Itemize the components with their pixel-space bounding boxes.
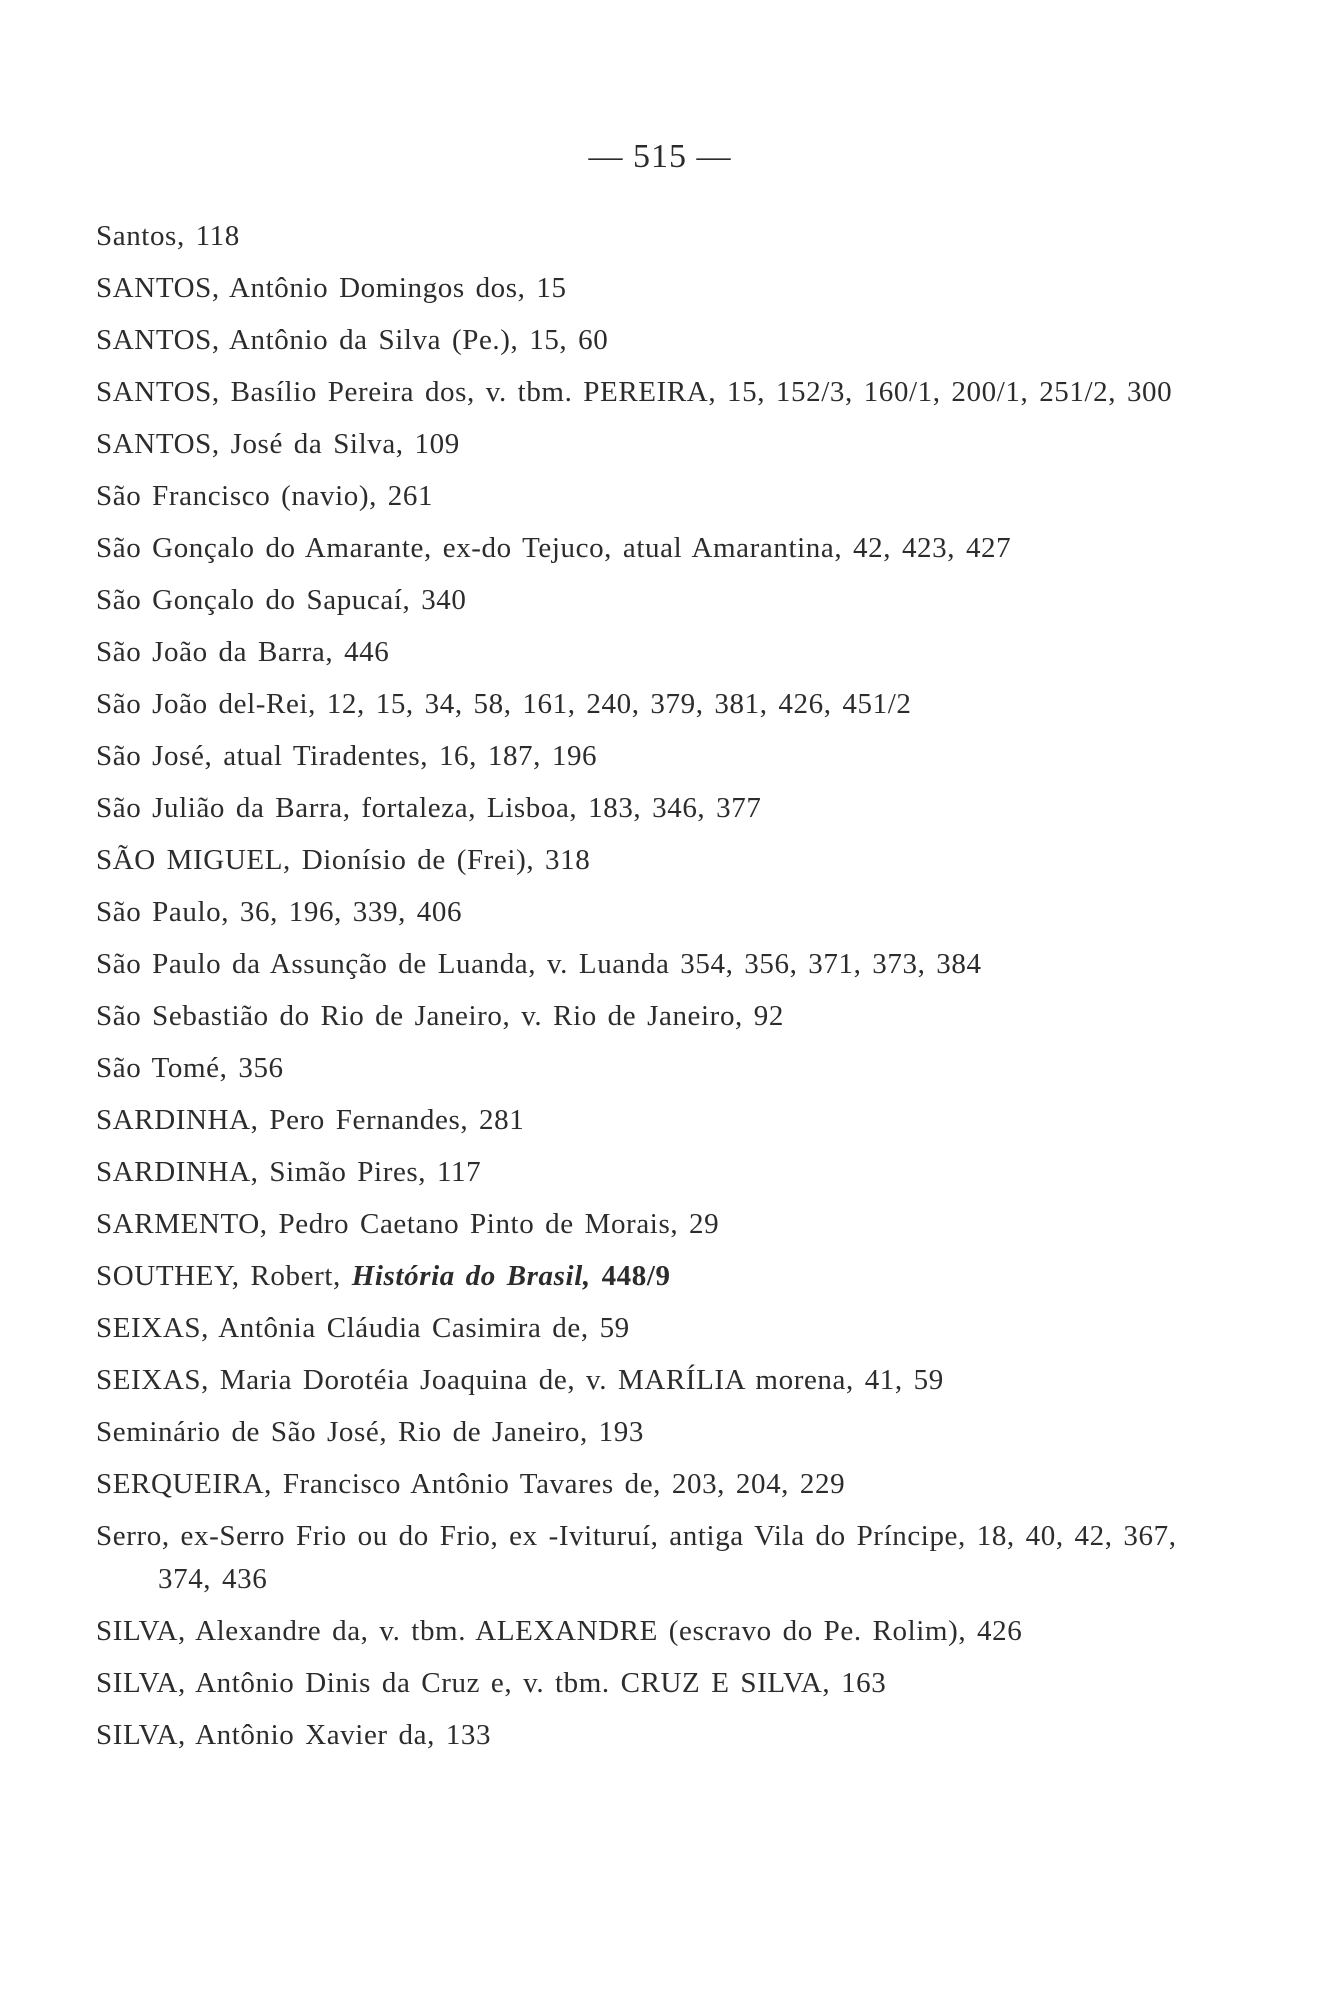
index-entry: SARDINHA, Pero Fernandes, 281 xyxy=(96,1104,525,1136)
book-title-italic: História do Brasil, xyxy=(351,1260,591,1292)
index-entry: SERQUEIRA, Francisco Antônio Tavares de, 203, 204, 229 xyxy=(96,1468,846,1500)
index-entry: São Gonçalo do Amarante, ex-do Tejuco, atual Amarantina, 42, 423, 427 xyxy=(96,532,1012,564)
index-entry: SARMENTO, Pedro Caetano Pinto de Morais, 29 xyxy=(96,1208,720,1240)
index-entry: SILVA, Antônio Xavier da, 133 xyxy=(96,1719,492,1751)
entry-page-refs: 448/9 xyxy=(590,1260,671,1292)
index-entry: São Julião da Barra, fortaleza, Lisboa, 183, 346, 377 xyxy=(96,792,762,824)
index-entry: São Tomé, 356 xyxy=(96,1052,284,1084)
index-entry: São José, atual Tiradentes, 16, 187, 196 xyxy=(96,740,598,772)
index-entry: SILVA, Antônio Dinis da Cruz e, v. tbm. CRUZ E SILVA, 163 xyxy=(96,1667,887,1699)
index-entry: SANTOS, Antônio Domingos dos, 15 xyxy=(96,272,567,304)
index-entry: Seminário de São José, Rio de Janeiro, 193 xyxy=(96,1416,644,1448)
index-entry: Santos, 118 xyxy=(96,220,240,252)
page-number: — 515 — xyxy=(588,138,732,175)
index-entry: São Gonçalo do Sapucaí, 340 xyxy=(96,584,467,616)
index-entry: São João da Barra, 446 xyxy=(96,636,390,668)
index-entry: São Sebastião do Rio de Janeiro, v. Rio de Janeiro, 92 xyxy=(96,1000,784,1032)
index-entry: SARDINHA, Simão Pires, 117 xyxy=(96,1156,482,1188)
index-entry: SANTOS, Basílio Pereira dos, v. tbm. PEREIRA, 15, 152/3, 160/1, 200/1, 251/2, 300 xyxy=(96,376,1173,408)
index-entry: SEIXAS, Maria Dorotéia Joaquina de, v. MARÍLIA morena, 41, 59 xyxy=(96,1364,944,1396)
index-entry: São Paulo da Assunção de Luanda, v. Luanda 354, 356, 371, 373, 384 xyxy=(96,948,982,980)
index-list xyxy=(96,215,1196,1766)
entry-lead-text: SOUTHEY, Robert, xyxy=(96,1260,352,1292)
index-entry: SEIXAS, Antônia Cláudia Casimira de, 59 xyxy=(96,1312,630,1344)
index-entry: São Francisco (navio), 261 xyxy=(96,480,434,512)
index-entry: São João del-Rei, 12, 15, 34, 58, 161, 240, 379, 381, 426, 451/2 xyxy=(96,688,912,720)
index-entry: São Paulo, 36, 196, 339, 406 xyxy=(96,896,463,928)
index-entry-southey xyxy=(96,1255,1196,1298)
index-entry: SANTOS, José da Silva, 109 xyxy=(96,428,460,460)
index-entry: SILVA, Alexandre da, v. tbm. ALEXANDRE (escravo do Pe. Rolim), 426 xyxy=(96,1615,1023,1647)
index-entry: SANTOS, Antônio da Silva (Pe.), 15, 60 xyxy=(96,324,609,356)
index-entry: Serro, ex-Serro Frio ou do Frio, ex -Ivituruí, antiga Vila do Príncipe, 18, 40, 42, 367, 374, 436 xyxy=(96,1520,1177,1595)
index-entry: SÃO MIGUEL, Dionísio de (Frei), 318 xyxy=(96,844,591,876)
